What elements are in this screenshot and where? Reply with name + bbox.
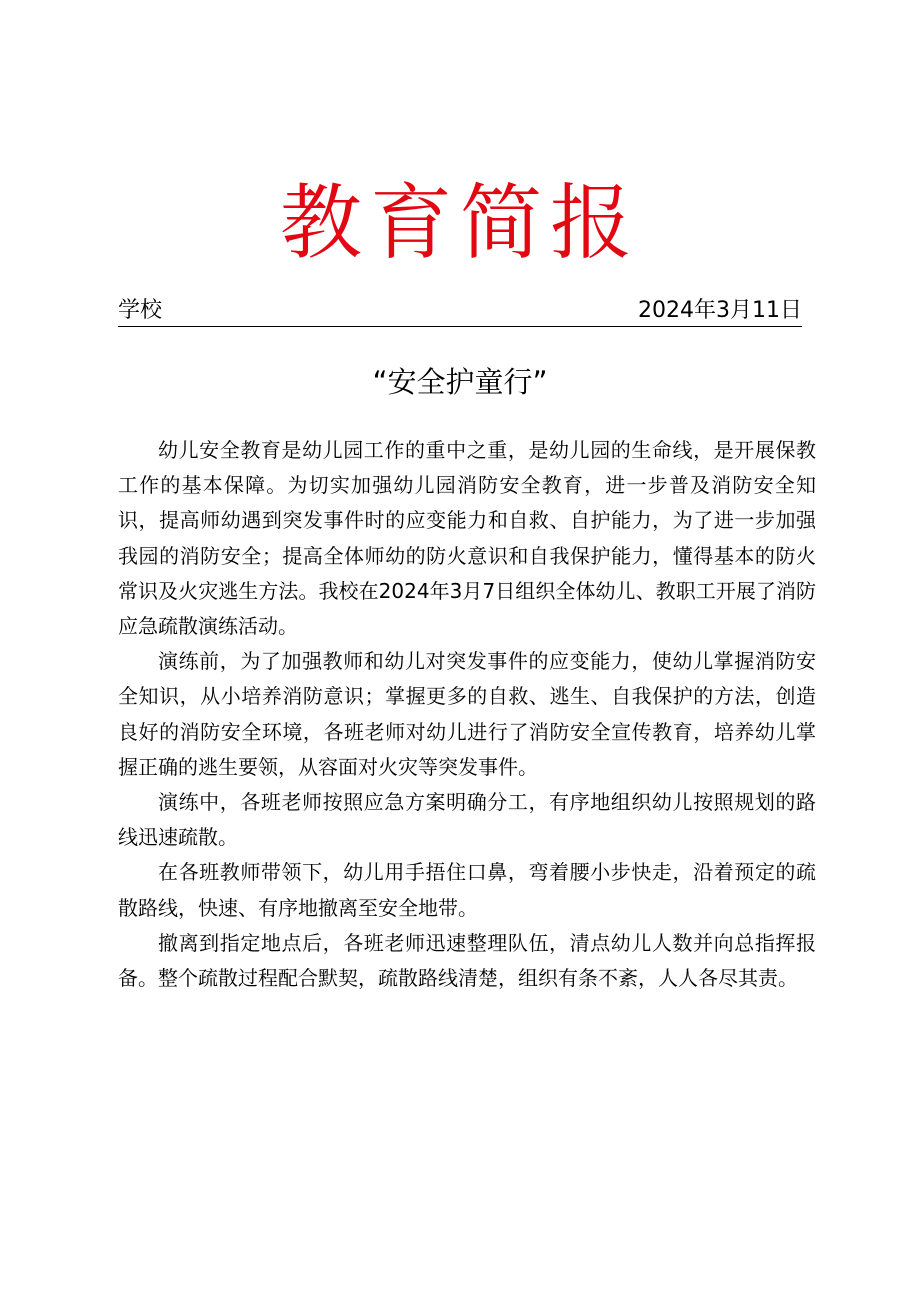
issue-date: 2024年3月11日: [638, 298, 802, 323]
article-paragraph: 幼儿安全教育是幼儿园工作的重中之重，是幼儿园的生命线，是开展保教工作的基本保障。为切实加强幼儿园消防安全教育，进一步普及消防安全知识，提高师幼遇到突发事件时的应变能力和自救、自护能力，为了进一步加强我园的消防安全；提高全体师幼的防火意识和自我保护能力，懂得基本的防火常识及火灾逃生方法。我校在2024年3月7日组织全体幼儿、教职工开展了消防应急疏散演练活动。: [118, 438, 816, 639]
newsletter-masthead-title: 教育简报: [279, 176, 640, 271]
article-paragraph: 在各班教师带领下，幼儿用手捂住口鼻，弯着腰小步快走，沿着预定的疏散路线，快速、有序地撤离至安全地带。: [118, 860, 816, 920]
newsletter-meta-line: [118, 296, 802, 327]
article-paragraph: 演练中，各班老师按照应急方案明确分工，有序地组织幼儿按照规划的路线迅速疏散。: [118, 790, 816, 850]
article-body: [118, 433, 816, 996]
article-paragraph: 演练前，为了加强教师和幼儿对突发事件的应变能力，使幼儿掌握消防安全知识，从小培养消防意识；掌握更多的自救、逃生、自我保护的方法，创造良好的消防安全环境，各班老师对幼儿进行了消防安全宣传教育，培养幼儿掌握正确的逃生要领，从容面对火灾等突发事件。: [118, 649, 816, 779]
article-paragraph: 撤离到指定地点后，各班老师迅速整理队伍，清点幼儿人数并向总指挥报备。整个疏散过程配合默契，疏散路线清楚，组织有条不紊，人人各尽其责。: [118, 930, 816, 991]
school-label: 学校: [118, 298, 163, 323]
article-title: “安全护童行”: [372, 365, 548, 399]
